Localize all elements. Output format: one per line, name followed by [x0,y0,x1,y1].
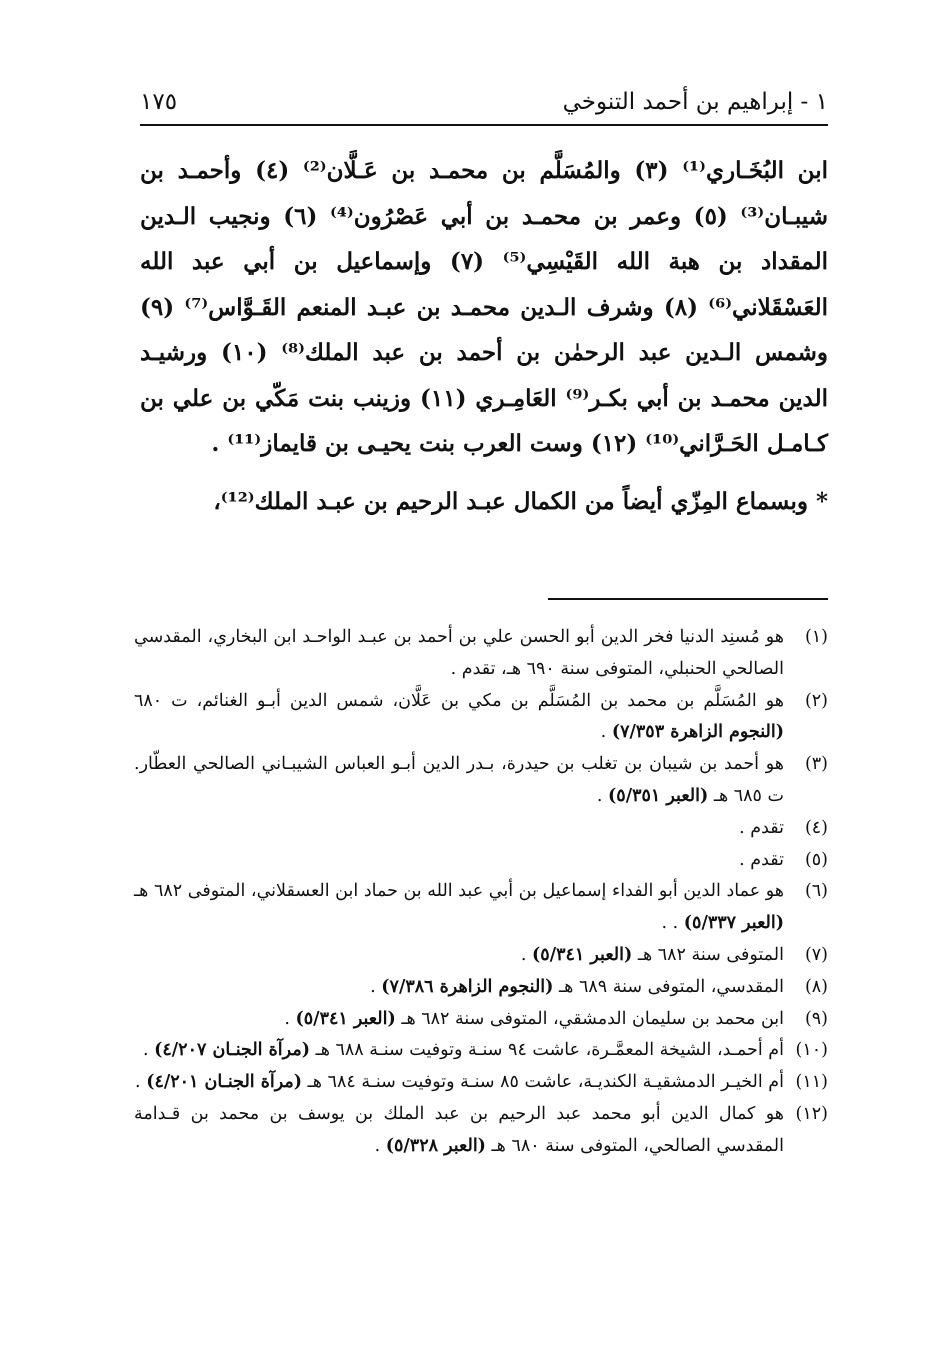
footnote-number: (٣) [804,754,828,775]
footnote-text: المتوفى سنة ٦٨٢ هـ (العبر ٥/٣٤١) . [520,944,784,965]
footnote-text: هو كمال الدين أبو محمد عبد الرحيم بن عبد الملك بن يوسف بن محمد بن قـدامة المقدسي الصالحي، المتوفى سنة ٦٨٠ هـ (العبر ٥/٣٢٨) . [134,1103,784,1156]
footnote-text: ابن محمد بن سليمان الدمشقي، المتوفى سنة ٦٨٢ هـ (العبر ٥/٣٤١) . [284,1008,784,1029]
footnote [134,876,828,940]
footnote-number: (٤) [804,817,828,838]
footnote [134,1004,828,1036]
footnote-reference: (العبر ٥/٣٤١) [532,944,633,965]
footnote-number: (٢) [804,690,828,711]
footnote-reference: (النجوم الزاهرة ٧/٣٥٣) [611,722,784,743]
footnote-separator [548,598,828,600]
footnote-text: هو المُسَلَّم بن محمد بن المُسَلَّم بن مكي بن عَلَّان، شمس الدين أبـو الغنائم، ت ٦٨٠ (النجوم الزاهرة ٧/٣٥٣) . [134,690,784,743]
footnote-reference: (مرآة الجنـان ٤/٢٠١) [146,1072,303,1093]
footnotes [134,622,828,1163]
footnote-text: تقدم . [739,849,784,870]
running-header [140,84,828,120]
footnote [134,1067,828,1099]
footnote [134,845,828,877]
footnote-text: هو مُسنِد الدنيا فخر الدين أبو الحسن علي بن أحمد بن عبـد الواحـد ابن البخاري، المقدسي الصالحي الحنبلي، المتوفى سنة ٦٩٠ هـ، تقدم . [134,627,784,679]
footnote-reference: (العبر ٥/٣٢٨) [385,1135,486,1156]
footnote [134,622,828,686]
page-number: ١٧٥ [140,89,178,115]
footnote-number: (١٠) [795,1040,828,1061]
footnote-reference: (النجوم الزاهرة ٧/٣٨٦) [381,976,554,997]
footnote-number: (٦) [804,881,828,902]
footnote-number: (١١) [795,1072,828,1093]
body-paragraph-1: ابن البُخَـاري⁽¹⁾ (٣) والمُسَلَّم بن محمـد بن عَـلَّان⁽²⁾ (٤) وأحمـد بن شيبـان⁽³⁾ (٥) وعمر بن محمـد بن أبي عَصْرُون⁽⁴⁾ (٦) ونجيب الـدين المقداد بن هبة الله القَيْسِي⁽⁵⁾ (٧) وإسماعيل بن أبي عبد الله العَسْقَلاني⁽⁶⁾ (٨) وشرف الـدين محمـد بن عبـد المنعم القَـوَّاس⁽⁷⁾ (٩) وشمس الـدين عبد الرحمٰن بن أحمد بن عبد الملك⁽⁸⁾ (١٠) ورشيـد الدين محمـد بن أبي بكـر⁽⁹⁾ العَامِـري (١١) وزينب بنت مَكّي بن علي بن كـامـل الحَـرَّاني⁽¹⁰⁾ (١٢) وست العرب بنت يحيـى بن قايماز⁽¹¹⁾ . [140,157,829,457]
main-text [140,148,828,524]
footnote-number: (٨) [804,976,828,997]
footnote-number: (١) [804,627,828,647]
footnote-reference: (العبر ٥/٣٣٧) [683,913,784,934]
footnote-reference: (مرآة الجنـان ٤/٢٠٧) [154,1040,310,1061]
footnote [134,1035,828,1067]
footnote-number: (١٢) [795,1103,828,1124]
footnote-text: هو أحمد بن شيبان بن تغلب بن حيدرة، بـدر الدين أبـو العباس الشيبـاني الصالحي العطّار. ت ٦٨٥ هـ (العبر ٥/٣٥١) . [134,754,784,806]
footnote [134,940,828,972]
footnote [134,813,828,845]
chapter-title: ١ - إبراهيم بن أحمد التنوخي [562,89,828,115]
footnote [134,972,828,1004]
footnote [134,686,828,750]
footnote-text: تقدم . [739,817,784,838]
footnote-number: (٩) [804,1008,828,1029]
footnote-number: (٧) [804,944,828,965]
footnote-reference: (العبر ٥/٣٤١) [295,1008,396,1029]
footnote-text: المقدسي، المتوفى سنة ٦٨٩ هـ (النجوم الزاهرة ٧/٣٨٦) . [370,976,784,997]
footnote-number: (٥) [804,849,828,870]
body-paragraph-2: * وبسماع المِزّي أيضاً من الكمال عبـد الرحيم بن عبـد الملك⁽¹²⁾، [213,487,828,515]
footnote [134,749,828,813]
footnote-text: أم أحمـد، الشيخة المعمَّـرة، عاشت ٩٤ سنـة وتوفيت سنـة ٦٨٨ هـ (مرآة الجنـان ٤/٢٠٧) . [142,1040,784,1061]
header-rule [140,124,828,126]
footnote-reference: (العبر ٥/٣٥١) [608,785,709,806]
footnote-text: هو عماد الدين أبو الفداء إسماعيل بن أبي عبد الله بن حماد ابن العسقلاني، المتوفى ٦٨٢ هـ (العبر ٥/٣٣٧) . . [134,881,784,934]
footnote [134,1099,828,1163]
footnote-text: أم الخيـر الدمشقيـة الكنديـة، عاشت ٨٥ سنـة وتوفيت سنـة ٦٨٤ هـ (مرآة الجنـان ٤/٢٠١) . [135,1072,784,1093]
